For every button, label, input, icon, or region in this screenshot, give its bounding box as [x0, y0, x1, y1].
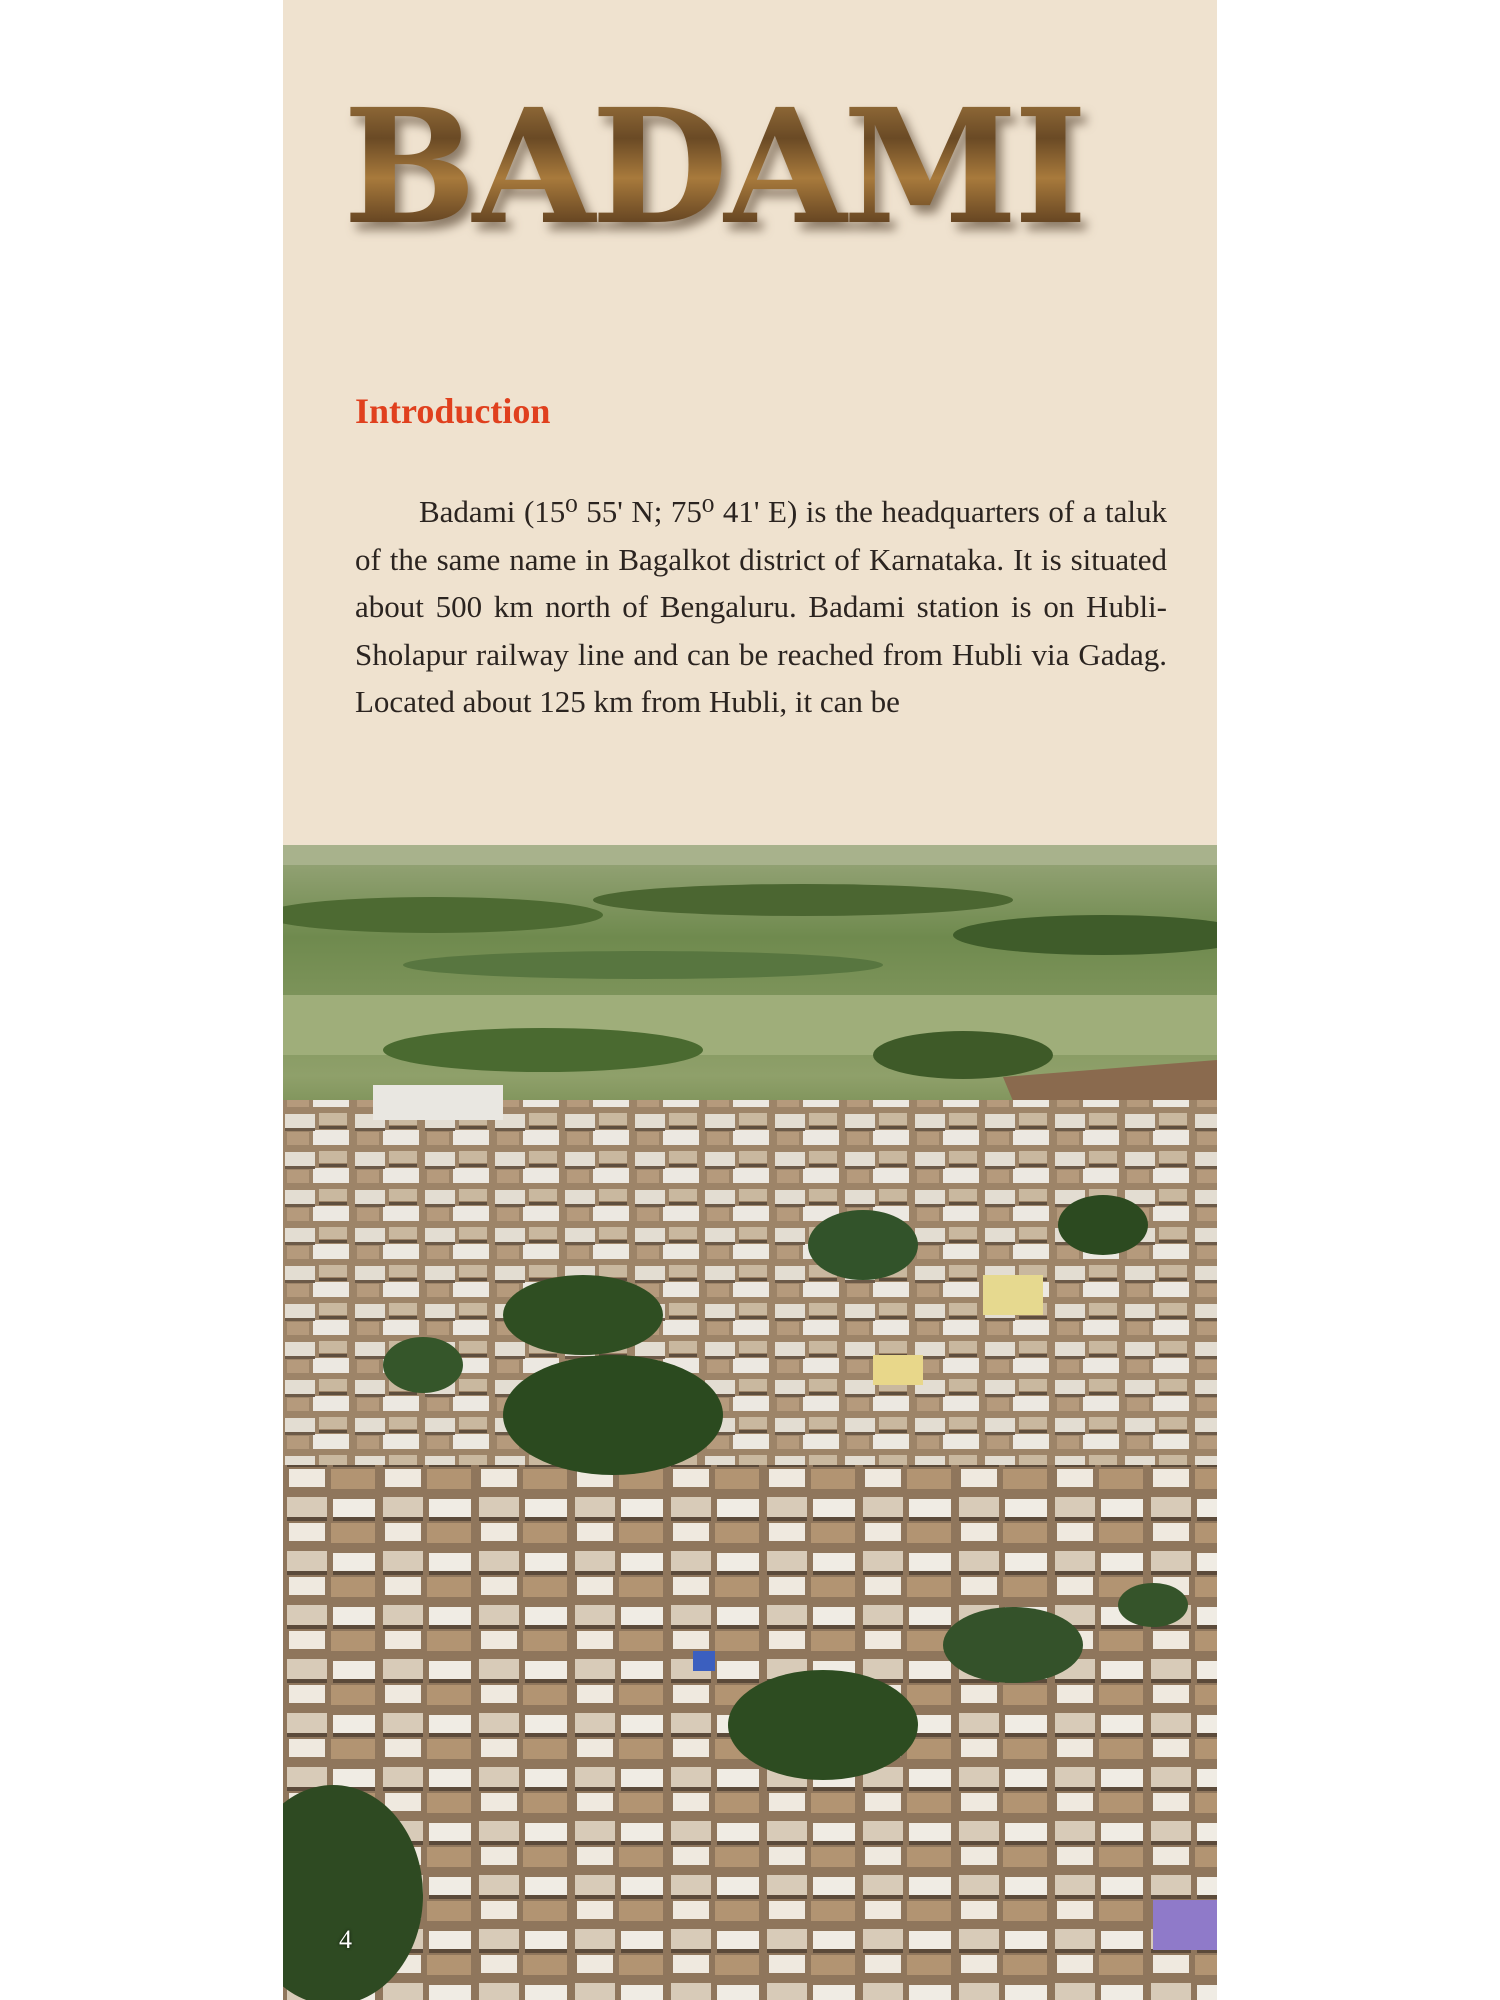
page-number: 4: [339, 1925, 352, 1954]
intro-paragraph: Badami (15⁰ 55' N; 75⁰ 41' E) is the headquarters of a taluk of the same name in Bagalkot district of Karnataka. It is situated about 500 km north of Bengaluru. Badami station is on Hubli-Sholapur railway line and can be reached from Hubli via Gadag. Located about 125 km from Hubli, it can be: [355, 494, 1167, 719]
section-heading: Introduction: [355, 391, 551, 431]
brochure-page: [283, 0, 1217, 2000]
page-title: BADAMI: [343, 68, 1173, 268]
text-panel: [283, 0, 1217, 845]
town-aerial-photo: [283, 845, 1217, 2000]
